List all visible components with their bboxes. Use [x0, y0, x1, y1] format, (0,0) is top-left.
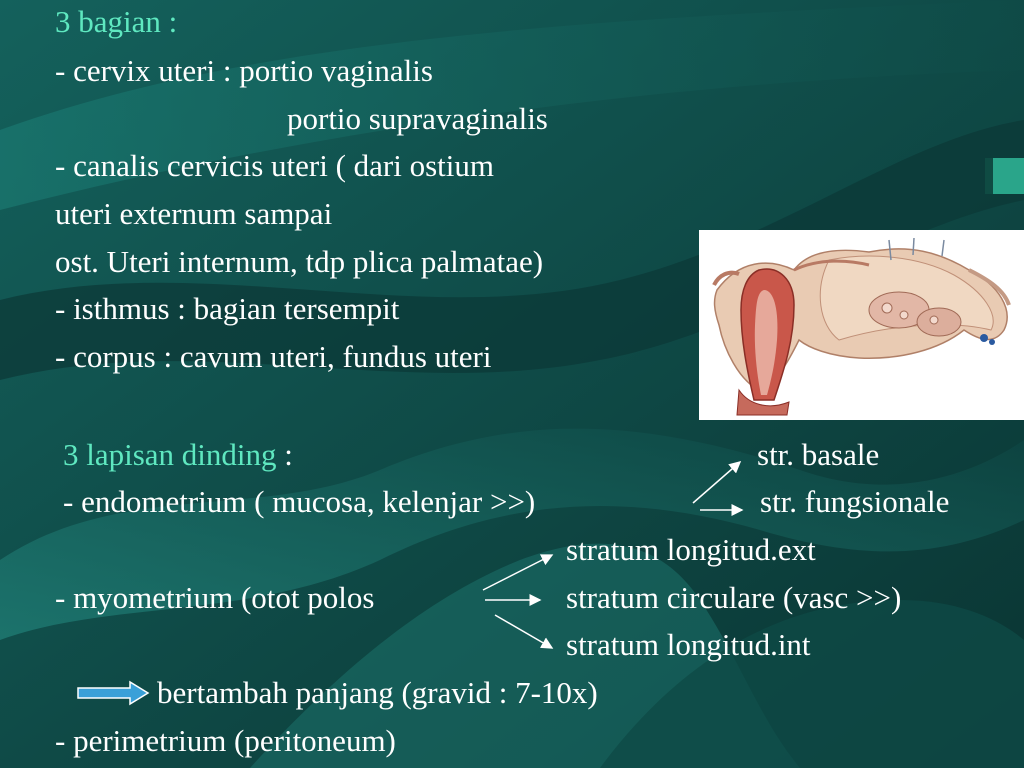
stratum-circulare: stratum circulare (vasc >>)	[566, 580, 902, 615]
layers-heading-title: 3 lapisan dinding	[63, 437, 277, 472]
stratum-longitud-ext: stratum longitud.ext	[566, 532, 816, 567]
part-canalis: - canalis cervicis uteri ( dari ostium	[55, 148, 495, 183]
parts-heading	[55, 4, 177, 40]
part-canalis-cont-1: uteri externum sampai	[55, 196, 333, 231]
layers-heading	[63, 437, 293, 473]
stratum-basale: str. basale	[757, 437, 880, 472]
uterus-anatomy-drawing	[699, 230, 1024, 420]
part-cervix: - cervix uteri : portio vaginalis	[55, 53, 433, 88]
part-isthmus: - isthmus : bagian tersempit	[55, 291, 400, 326]
parts-heading-colon: :	[160, 4, 178, 39]
part-corpus: - corpus : cavum uteri, fundus uteri	[55, 339, 492, 374]
myometrium-label: - myometrium (otot polos	[55, 580, 375, 615]
gravid-note: bertambah panjang (gravid : 7-10x)	[157, 675, 598, 710]
stratum-longitud-int: stratum longitud.int	[566, 627, 811, 662]
layers-heading-colon: :	[276, 437, 293, 472]
stratum-fungsionale: str. fungsionale	[760, 484, 950, 519]
parts-heading-title: 3 bagian	[55, 4, 161, 39]
uterus-anatomy-illustration	[699, 230, 1024, 420]
perimetrium-label: - perimetrium (peritoneum)	[55, 723, 396, 758]
part-portio-supravaginalis: portio supravaginalis	[287, 101, 548, 136]
endometrium-label: - endometrium ( mucosa, kelenjar >>)	[63, 484, 536, 519]
part-canalis-cont-2: ost. Uteri internum, tdp plica palmatae)	[55, 244, 544, 279]
